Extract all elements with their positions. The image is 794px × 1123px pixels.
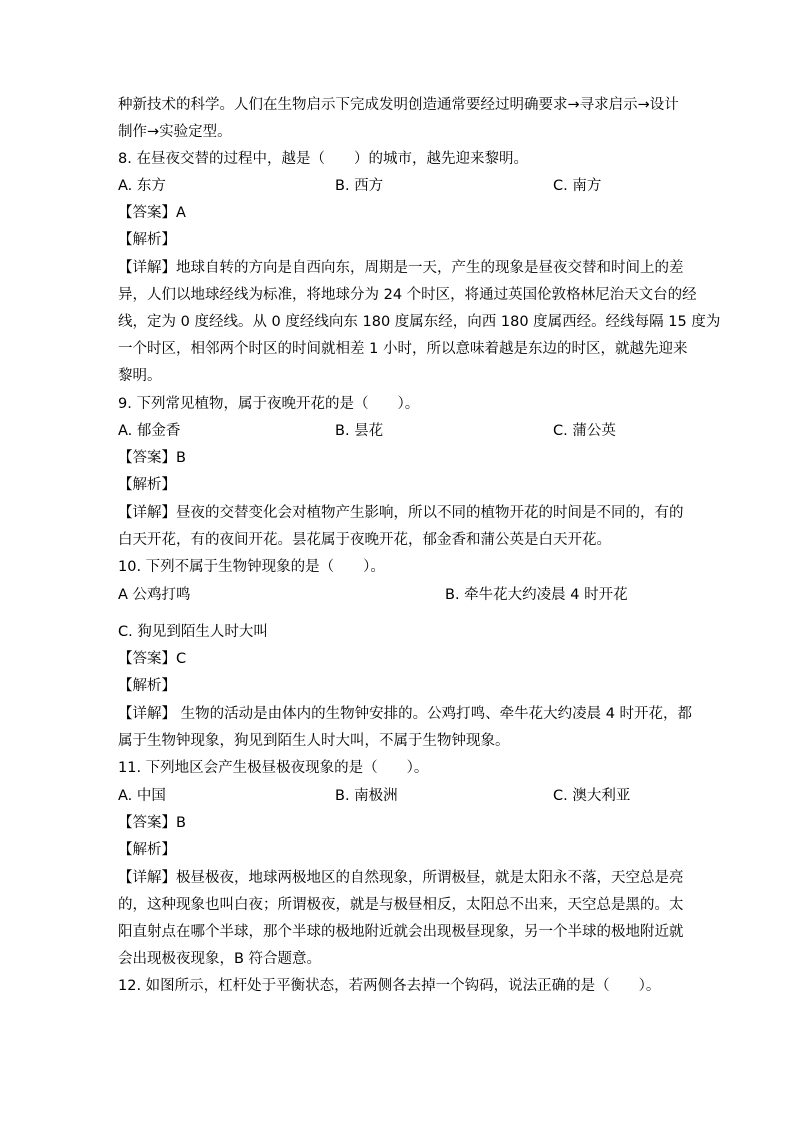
question-10-option-b: B. 牵牛花大约凌晨 4 时开花 (445, 587, 628, 603)
question-8-detail-line: 线，定为 0 度经线。从 0 度经线向东 180 度属东经，向西 180 度属西经。经线每隔 15 度为 (118, 314, 721, 330)
question-10-detail-line: 【详解】 生物的活动是由体内的生物钟安排的。公鸡打鸣、牵牛花大约凌晨 4 时开花，都 (118, 706, 693, 722)
intro-line: 种新技术的科学。人们在生物启示下完成发明创造通常要经过明确要求→寻求启示→设计 (118, 97, 679, 113)
question-8-option-b: B. 西方 (335, 178, 384, 194)
question-11-answer: 【答案】B (118, 815, 186, 831)
question-11-option-a: A. 中国 (118, 788, 166, 804)
question-9-option-a: A. 郁金香 (118, 423, 181, 439)
intro-line: 制作→实验定型。 (118, 124, 232, 140)
question-8-stem: 8. 在昼夜交替的过程中，越是（ ）的城市，越先迎来黎明。 (118, 151, 528, 167)
question-11-option-b: B. 南极洲 (335, 788, 398, 804)
question-9-option-c: C. 蒲公英 (553, 423, 616, 439)
question-9-option-b: B. 昙花 (335, 423, 384, 439)
question-11-detail-line: 的，这种现象也叫白夜；所谓极夜，就是与极昼相反，太阳总不出来，天空总是黑的。太 (118, 897, 684, 913)
question-9-detail-line: 【详解】昼夜的交替变化会对植物产生影响，所以不同的植物开花的时间是不同的，有的 (118, 505, 684, 521)
question-8-detail-line: 【详解】地球自转的方向是自西向东，周期是一天，产生的现象是昼夜交替和时间上的差 (118, 260, 684, 276)
question-10-answer: 【答案】C (118, 651, 187, 667)
question-10-option-c: C. 狗见到陌生人时大叫 (118, 624, 268, 640)
question-11-detail-line: 阳直射点在哪个半球，那个半球的极地附近就会出现极昼现象，另一个半球的极地附近就 (118, 924, 684, 940)
question-8-detail-line: 异，人们以地球经线为标准，将地球分为 24 个时区，将通过英国伦敦格林尼治天文台的经 (118, 287, 697, 303)
question-8-detail-line: 黎明。 (118, 368, 162, 384)
question-8-analysis: 【解析】 (118, 232, 176, 248)
question-11-detail-line: 会出现极夜现象，B 符合题意。 (118, 951, 322, 967)
question-11-detail-line: 【详解】极昼极夜，地球两极地区的自然现象，所谓极昼，就是太阳永不落，天空总是亮 (118, 870, 684, 886)
question-10-analysis: 【解析】 (118, 678, 176, 694)
question-10-option-a: A 公鸡打鸣 (118, 587, 191, 603)
question-11-option-c: C. 澳大利亚 (553, 788, 631, 804)
question-8-detail-line: 一个时区，相邻两个时区的时间就相差 1 小时，所以意味着越是东边的时区，就越先迎来 (118, 341, 688, 357)
question-9-detail-line: 白天开花，有的夜间开花。昙花属于夜晚开花，郁金香和蒲公英是白天开花。 (118, 532, 611, 548)
question-11-stem: 11. 下列地区会产生极昼极夜现象的是（ ）。 (118, 760, 429, 776)
question-8-option-c: C. 南方 (553, 178, 602, 194)
question-10-stem: 10. 下列不属于生物钟现象的是（ ）。 (118, 559, 385, 575)
question-9-analysis: 【解析】 (118, 477, 176, 493)
question-11-analysis: 【解析】 (118, 842, 176, 858)
question-10-detail-line: 属于生物钟现象，狗见到陌生人时大叫，不属于生物钟现象。 (118, 733, 510, 749)
question-8-answer: 【答案】A (118, 205, 186, 221)
question-9-stem: 9. 下列常见植物，属于夜晚开花的是（ ）。 (118, 396, 420, 412)
question-8-option-a: A. 东方 (118, 178, 166, 194)
question-12-stem: 12. 如图所示，杠杆处于平衡状态，若两侧各去掉一个钩码，说法正确的是（ ）。 (118, 978, 661, 994)
question-9-answer: 【答案】B (118, 450, 186, 466)
